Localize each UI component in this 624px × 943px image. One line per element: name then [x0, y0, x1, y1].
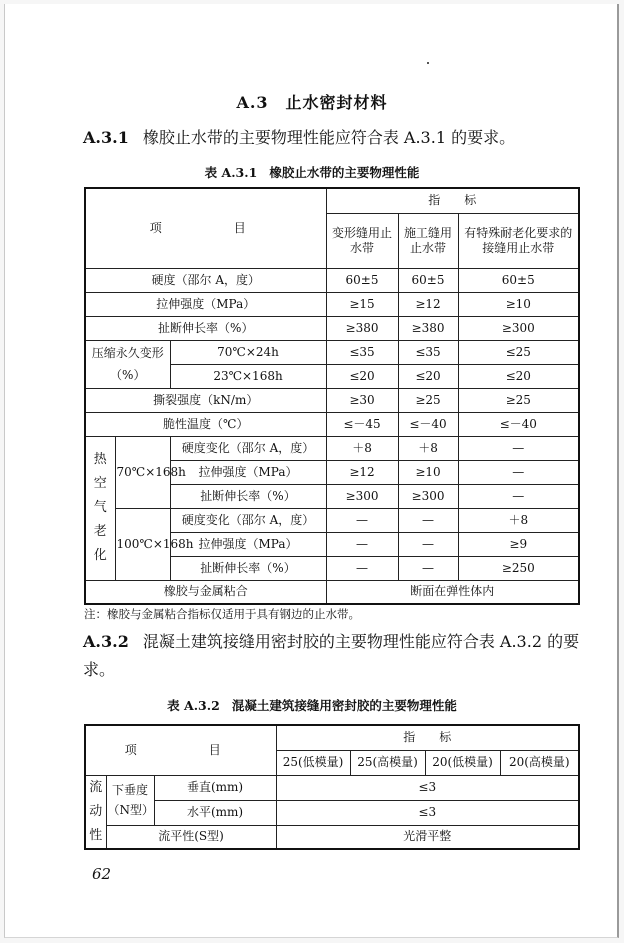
cell: ＋8 — [458, 508, 579, 532]
aging-group-label: 热空气老化 — [85, 436, 115, 580]
cell: ≥30 — [326, 388, 398, 412]
rubber-waterstop-table — [84, 187, 580, 605]
cell: ≥300 — [458, 316, 579, 340]
flow-group-label: 流动性 — [85, 775, 106, 849]
cell: ≤25 — [458, 340, 579, 364]
cell: — — [398, 556, 458, 580]
table1-caption — [0, 163, 624, 181]
cell: ≤20 — [398, 364, 458, 388]
cell: 60±5 — [398, 268, 458, 292]
table1-number: 表 A.3.1 — [204, 165, 258, 180]
sag-label: 下垂度（N型） — [106, 775, 154, 825]
sealant-table — [84, 724, 580, 850]
col-header: 20(高模量) — [500, 750, 579, 775]
header-index: 指 标 — [276, 725, 579, 750]
clause-text: 混凝土建筑接缝用密封胶的主要物理性能应符合表 A.3.2 的要求。 — [83, 632, 580, 679]
row-label: 扯断伸长率（%） — [85, 316, 326, 340]
header-index: 指 标 — [326, 188, 579, 213]
row-label: 拉伸强度（MPa） — [170, 532, 326, 556]
col-header: 20(低模量) — [425, 750, 500, 775]
table2-caption — [0, 696, 624, 714]
header-item: 项 目 — [85, 188, 326, 268]
row-label: 扯断伸长率（%） — [170, 556, 326, 580]
row-label: 拉伸强度（MPa） — [170, 460, 326, 484]
cell: — — [326, 532, 398, 556]
cell: — — [398, 532, 458, 556]
cell: ＋8 — [398, 436, 458, 460]
row-label: 扯断伸长率（%） — [170, 484, 326, 508]
col-deformation-joint: 变形缝用止水带 — [326, 213, 398, 268]
cell: ≥10 — [458, 292, 579, 316]
cell: ≥9 — [458, 532, 579, 556]
cell: ≤3 — [276, 800, 579, 825]
row-label: 23℃×168h — [170, 364, 326, 388]
col-header: 25(低模量) — [276, 750, 350, 775]
cell: ≤－40 — [398, 412, 458, 436]
col-anti-aging: 有特殊耐老化要求的接缝用止水带 — [458, 213, 579, 268]
cell: 60±5 — [458, 268, 579, 292]
col-header: 25(高模量) — [350, 750, 425, 775]
aging-70-label: 70℃×168h — [115, 436, 170, 508]
cell: 光滑平整 — [276, 825, 579, 849]
cell: 60±5 — [326, 268, 398, 292]
paragraph-a32 — [83, 628, 583, 684]
paragraph-a31 — [83, 124, 583, 152]
cell: ≤35 — [326, 340, 398, 364]
page-number: 62 — [92, 865, 112, 883]
cell: ≥380 — [398, 316, 458, 340]
cell: ≥250 — [458, 556, 579, 580]
clause-number: A.3.2 — [83, 632, 129, 651]
row-label: 撕裂强度（kN/m） — [85, 388, 326, 412]
bond-value: 断面在弹性体内 — [326, 580, 579, 604]
col-construction-joint: 施工缝用止水带 — [398, 213, 458, 268]
row-label: 流平性(S型) — [106, 825, 276, 849]
cell: — — [458, 436, 579, 460]
clause-number: A.3.1 — [83, 128, 129, 147]
cell: ≥12 — [398, 292, 458, 316]
cell: ≤－40 — [458, 412, 579, 436]
row-label: 垂直(mm) — [154, 775, 276, 800]
cell: ≥380 — [326, 316, 398, 340]
row-label: 硬度（邵尔 A，度） — [85, 268, 326, 292]
cell: ≤3 — [276, 775, 579, 800]
cell: ≤35 — [398, 340, 458, 364]
row-label: 拉伸强度（MPa） — [85, 292, 326, 316]
cell: ≥300 — [326, 484, 398, 508]
header-item: 项 目 — [85, 725, 276, 775]
table2-number: 表 A.3.2 — [167, 698, 220, 713]
speck — [427, 62, 429, 64]
compress-group-label: 压缩永久变形（%） — [85, 340, 170, 388]
row-label: 硬度变化（邵尔 A，度） — [170, 436, 326, 460]
table2-title: 混凝土建筑接缝用密封胶的主要物理性能 — [231, 698, 457, 713]
cell: ＋8 — [326, 436, 398, 460]
cell: ≥25 — [458, 388, 579, 412]
cell: — — [398, 508, 458, 532]
cell: ≥300 — [398, 484, 458, 508]
row-label: 硬度变化（邵尔 A，度） — [170, 508, 326, 532]
cell: — — [326, 556, 398, 580]
table-note: 注：橡胶与金属粘合指标仅适用于具有钢边的止水带。 — [84, 607, 360, 621]
cell: ≥10 — [398, 460, 458, 484]
cell: ≥12 — [326, 460, 398, 484]
cell: ≥15 — [326, 292, 398, 316]
bond-label: 橡胶与金属粘合 — [85, 580, 326, 604]
row-label: 水平(mm) — [154, 800, 276, 825]
cell: — — [458, 484, 579, 508]
aging-100-label: 100℃×168h — [115, 508, 170, 580]
cell: ≥25 — [398, 388, 458, 412]
section-title: A.3 止水密封材料 — [236, 93, 388, 112]
cell: ≤20 — [458, 364, 579, 388]
cell: ≤20 — [326, 364, 398, 388]
row-label: 脆性温度（℃） — [85, 412, 326, 436]
cell: ≤－45 — [326, 412, 398, 436]
row-label: 70℃×24h — [170, 340, 326, 364]
cell: — — [326, 508, 398, 532]
cell: — — [458, 460, 579, 484]
table1-title: 橡胶止水带的主要物理性能 — [269, 165, 420, 180]
clause-text: 橡胶止水带的主要物理性能应符合表 A.3.1 的要求。 — [142, 128, 516, 147]
